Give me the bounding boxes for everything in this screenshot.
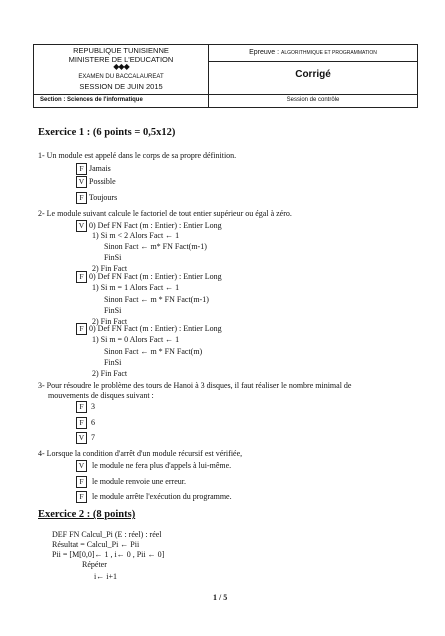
answer-mark: F [76, 476, 87, 488]
q1-option-1 [76, 163, 111, 175]
q3-text-line1: 3- Pour résoudre le problème des tours de Hanoi à 3 disques, il faut réaliser le nombre minimal de [38, 381, 352, 390]
q1-option-3 [76, 192, 117, 204]
q3-text-line2: mouvements de disques suivant : [48, 391, 154, 400]
algo-line: 1) Si m < 2 Alors Fact ← 1 [92, 231, 180, 240]
session-text: SESSION DE JUIN 2015 [79, 82, 163, 91]
corrige-title: Corrigé [295, 69, 331, 80]
algo-line: 2) Fin Fact [92, 369, 128, 378]
header-bottom-rule [34, 94, 417, 95]
diamonds-ornament: ◆◆◆ [113, 62, 129, 71]
option-label: le module ne fera plus d'appels à lui-même. [92, 461, 232, 470]
ex2-line: i← i+1 [94, 572, 117, 581]
algo-line: Sinon Fact ← m * FN Fact(m-1) [104, 295, 209, 304]
ex2-line: DEF FN Calcul_Pi (E : réel) : réel [52, 530, 162, 539]
algo-line: Sinon Fact ← m* FN Fact(m-1) [104, 242, 207, 251]
exercise2-title: Exercice 2 : (8 points) [38, 509, 136, 520]
q4-option-1 [76, 460, 231, 472]
ex2-line: Pii = [M[0,0]← 1 , i← 0 , Pii ← 0] [52, 550, 165, 559]
algo-line: FinSi [104, 358, 122, 367]
q4-option-3 [76, 491, 232, 503]
q4-option-2 [76, 476, 186, 488]
option-label: 3 [91, 402, 95, 411]
option-label: 7 [91, 433, 95, 442]
epreuve-line [209, 49, 417, 56]
epreuve-label: Epreuve : [249, 49, 280, 56]
ex2-line: Répéter [82, 560, 107, 569]
algo-line: FinSi [104, 253, 122, 262]
algo-line: 1) Si m = 1 Alors Fact ← 1 [92, 283, 180, 292]
section-text: Section : Sciences de l'informatique [40, 97, 143, 103]
algo-line: 0) Def FN Fact (m : Entier) : Entier Long [89, 324, 222, 333]
republic-text: REPUBLIQUE TUNISIENNE [73, 46, 169, 55]
algo-line: Sinon Fact ← m * FN Fact(m) [104, 347, 203, 356]
exercise1-title: Exercice 1 : (6 points = 0,5x12) [38, 127, 176, 138]
answer-mark: V [76, 460, 87, 472]
answer-mark: F [76, 491, 87, 503]
algo-line: 1) Si m = 0 Alors Fact ← 1 [92, 335, 180, 344]
q3-option-1 [76, 401, 95, 413]
q1-option-2 [76, 176, 116, 188]
algo-line: 0) Def FN Fact (m : Entier) : Entier Long [89, 221, 222, 230]
epreuve-value: ALGORITHMIQUE ET PROGRAMMATION [280, 50, 377, 56]
option-label: Possible [89, 177, 116, 186]
page-number: 1 / 5 [213, 593, 228, 602]
header-box [33, 44, 418, 108]
answer-mark: F [76, 417, 87, 429]
algo-line: 2) Fin Fact [92, 264, 128, 273]
q4-text: 4- Lorsque la condition d'arrêt d'un module récursif est vérifiée, [38, 449, 243, 458]
answer-mark: V [76, 176, 87, 188]
session-type-text: Session de contrôle [286, 97, 340, 103]
q2-algo3-header [76, 323, 222, 335]
header-right-rule [208, 61, 417, 62]
algo-line: 2) Fin Fact [92, 317, 128, 326]
q2-algo2-header [76, 271, 222, 283]
q2-text: 2- Le module suivant calcule le factoriel de tout entier supérieur ou égal à zéro. [38, 209, 292, 218]
ministry-text: MINISTERE DE L'EDUCATION [68, 55, 174, 64]
answer-mark: F [76, 401, 87, 413]
algo-line: FinSi [104, 306, 122, 315]
exam-text: EXAMEN DU BACCALAUREAT [78, 74, 164, 80]
ex2-line: Résultat = Calcul_Pi ← Pii [52, 540, 140, 549]
answer-mark: F [76, 192, 87, 204]
option-label: Toujours [88, 193, 118, 202]
answer-mark: F [76, 323, 87, 335]
option-label: Jamais [89, 164, 111, 173]
option-label: 6 [91, 418, 95, 427]
answer-mark: F [76, 163, 87, 175]
option-label: le module arrête l'exécution du programme. [92, 492, 232, 501]
q1-text: 1- Un module est appelé dans le corps de sa propre définition. [38, 151, 237, 160]
option-label: le module renvoie une erreur. [92, 477, 186, 486]
algo-line: 0) Def FN Fact (m : Entier) : Entier Long [89, 272, 222, 281]
q3-option-3 [76, 432, 95, 444]
answer-mark: F [76, 271, 87, 283]
q3-option-2 [76, 417, 95, 429]
answer-mark: V [76, 432, 87, 444]
answer-mark: V [76, 220, 87, 232]
